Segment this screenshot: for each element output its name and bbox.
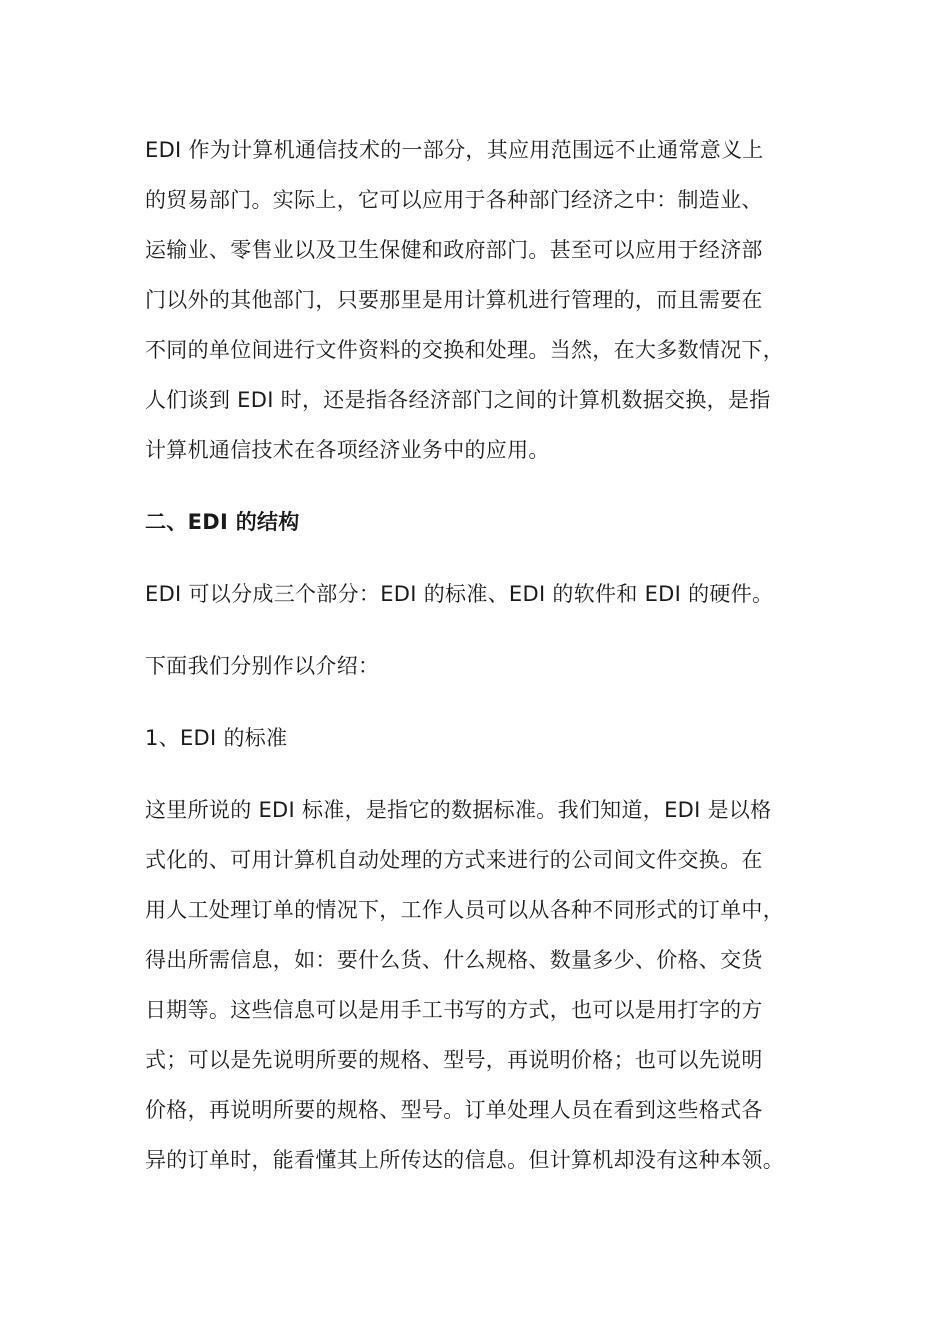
paragraph-4-line-4: 得出所需信息，如：要什么货、什么规格、数量多少、价格、交货	[145, 948, 763, 972]
paragraph-1-line-5: 不同的单位间进行文件资料的交换和处理。当然，在大多数情况下，	[145, 338, 784, 362]
section-heading: 二、EDI 的结构	[145, 510, 300, 534]
paragraph-4-line-8: 异的订单时，能看懂其上所传达的信息。但计算机却没有这种本领。	[145, 1148, 784, 1172]
paragraph-1-line-3: 运输业、零售业以及卫生保健和政府部门。甚至可以应用于经济部	[145, 238, 763, 262]
paragraph-4-line-3: 用人工处理订单的情况下，工作人员可以从各种不同形式的订单中，	[145, 898, 784, 922]
paragraph-4-line-2: 式化的、可用计算机自动处理的方式来进行的公司间文件交换。在	[145, 848, 763, 872]
paragraph-4-line-6: 式；可以是先说明所要的规格、型号，再说明价格；也可以先说明	[145, 1048, 763, 1072]
paragraph-1-line-4: 门以外的其他部门，只要那里是用计算机进行管理的，而且需要在	[145, 288, 763, 312]
paragraph-4-line-7: 价格，再说明所要的规格、型号。订单处理人员在看到这些格式各	[145, 1098, 763, 1122]
paragraph-4-line-1: 这里所说的 EDI 标准，是指它的数据标准。我们知道，EDI 是以格	[145, 798, 772, 822]
paragraph-1-line-2: 的贸易部门。实际上，它可以应用于各种部门经济之中：制造业、	[145, 188, 763, 212]
paragraph-1-line-7: 计算机通信技术在各项经济业务中的应用。	[145, 438, 550, 462]
paragraph-4-line-5: 日期等。这些信息可以是用手工书写的方式，也可以是用打字的方	[145, 998, 763, 1022]
paragraph-1-line-6: 人们谈到 EDI 时，还是指各经济部门之间的计算机数据交换，是指	[145, 388, 771, 412]
paragraph-1-line-1: EDI 作为计算机通信技术的一部分，其应用范围远不止通常意义上	[145, 138, 764, 162]
paragraph-2: EDI 可以分成三个部分：EDI 的标准、EDI 的软件和 EDI 的硬件。	[145, 582, 774, 606]
paragraph-3: 下面我们分别作以介绍：	[145, 654, 380, 678]
subsection-heading: 1、EDI 的标准	[145, 726, 288, 750]
